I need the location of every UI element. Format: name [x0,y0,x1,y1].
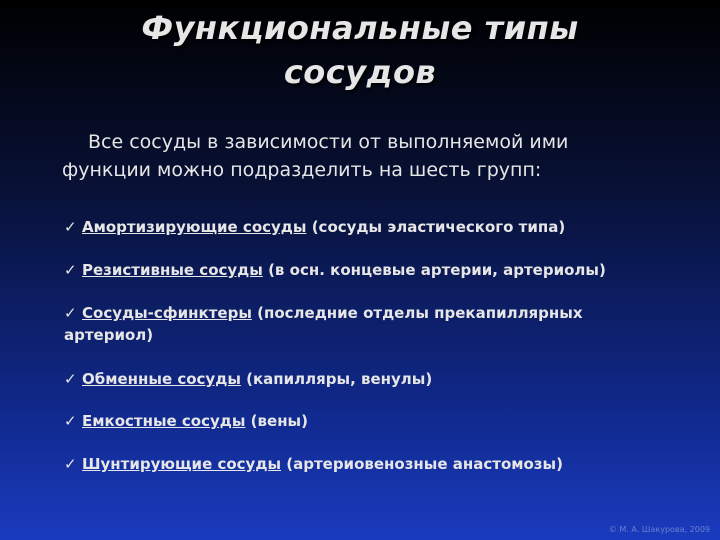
item-description-continued: артериол) [64,326,154,344]
check-mark-icon: ✓ [64,304,77,322]
check-mark-icon: ✓ [64,412,77,430]
list-item-4 [64,368,684,390]
item-description: (артериовенозные анастомозы) [281,455,563,473]
title-line-1: Функциональные типы [141,9,579,47]
item-term: Емкостные сосуды [82,412,246,430]
check-mark-icon: ✓ [64,455,77,473]
intro-line-1: Все сосуды в зависимости от выполняемой ими [88,131,569,153]
item-description: (вены) [245,412,308,430]
item-description: (в осн. концевые артерии, артериолы) [262,261,606,279]
list-item-3 [64,302,684,346]
item-term: Шунтирующие сосуды [82,455,282,473]
item-term: Обменные сосуды [82,370,241,388]
list-item-6 [64,453,684,475]
list-item-5 [64,410,684,432]
item-description: (капилляры, венулы) [240,370,433,388]
check-mark-icon: ✓ [64,218,77,236]
check-mark-icon: ✓ [64,370,77,388]
list-item-1 [64,216,684,238]
intro-paragraph [64,128,684,184]
item-term: Сосуды-сфинктеры [82,304,252,322]
item-term: Резистивные сосуды [82,261,263,279]
item-term: Амортизирующие сосуды [82,218,307,236]
item-description: (сосуды эластического типа) [306,218,566,236]
check-mark-icon: ✓ [64,261,77,279]
slide-title [0,6,720,94]
intro-line-2: функции можно подразделить на шесть групп: [62,159,542,181]
item-description: (последние отделы прекапиллярных [251,304,583,322]
copyright-footer: © М. А. Шакурова, 2009 [608,525,710,534]
list-item-2 [64,259,684,281]
title-line-2: сосудов [283,53,437,91]
